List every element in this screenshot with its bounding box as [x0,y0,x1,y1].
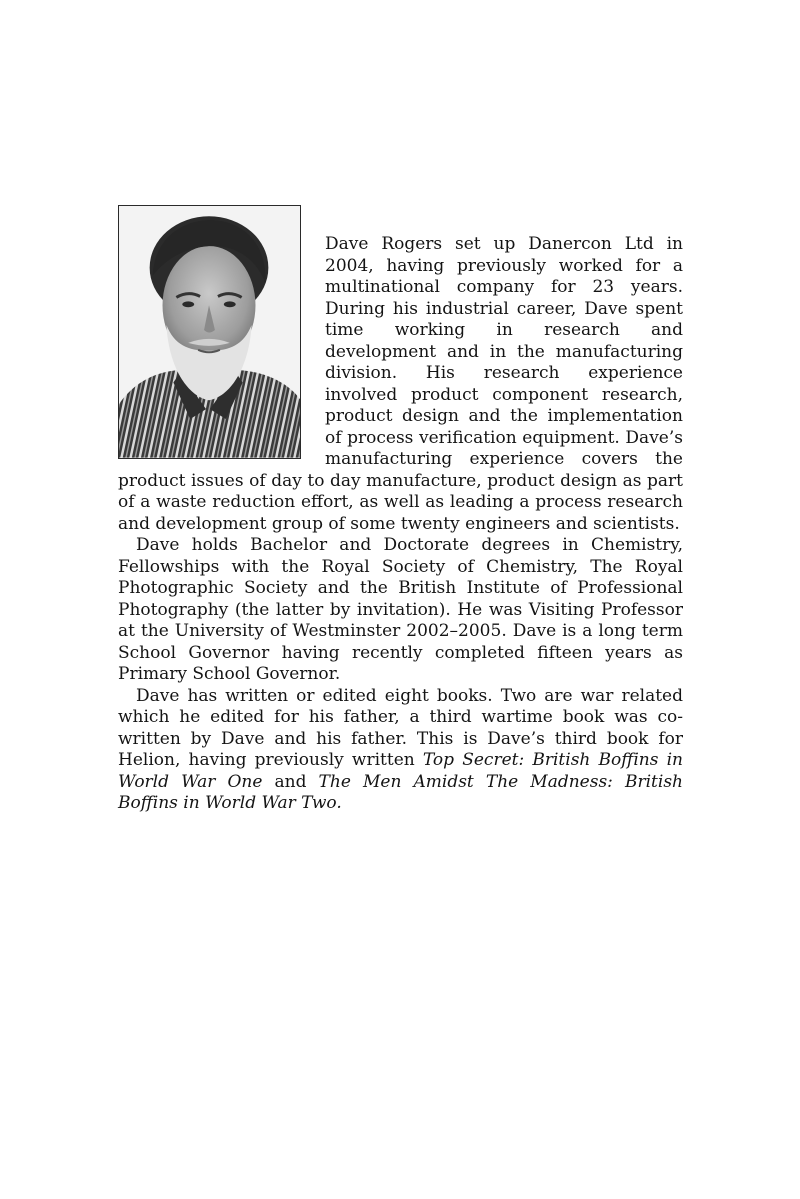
author-bio-page [118,205,683,815]
bio-books-conjunction: and [262,771,319,792]
book-title-men-amidst-madness: The Men Amidst The Madness: British Boffins in World War Two. [118,771,683,813]
bio-books-intro: Dave has written or edited eight books. Two are war related which he edited for his father, a third wartime book was co-written by Dave and his father. This is Dave’s third book for Helion, having previously written [118,685,683,770]
author-portrait-photo [118,205,301,459]
bio-paragraph-qualifications: Dave holds Bachelor and Doctorate degrees in Chemistry, Fellowships with the Royal Society of Chemistry, The Royal Photographic Society and the British Institute of Professional Photography (the latter by invitation). He was Visiting Professor at the University of Westminster 2002–2005. Dave is a long term School Governor having recently completed fifteen years as Primary School Governor. [118,535,683,684]
book-title-top-secret: Top Secret: British Boffins in World War One [118,750,683,792]
author-portrait-image [119,206,300,458]
bio-paragraph-career: Dave Rogers set up Danercon Ltd in 2004, having previously worked for a multinational company for 23 years. During his industrial career, Dave spent time working in research and development and in the manufacturing division. His research experience involved product component research, product design and the implementation of process verification equipment. Dave’s manufacturing experience covers the product issues of day to day manufacture, product design as part of a waste reduction effort, as well as leading a process research and development group of some twenty engineers and scientists. [118,234,683,534]
bio-paragraph-books [118,686,683,815]
